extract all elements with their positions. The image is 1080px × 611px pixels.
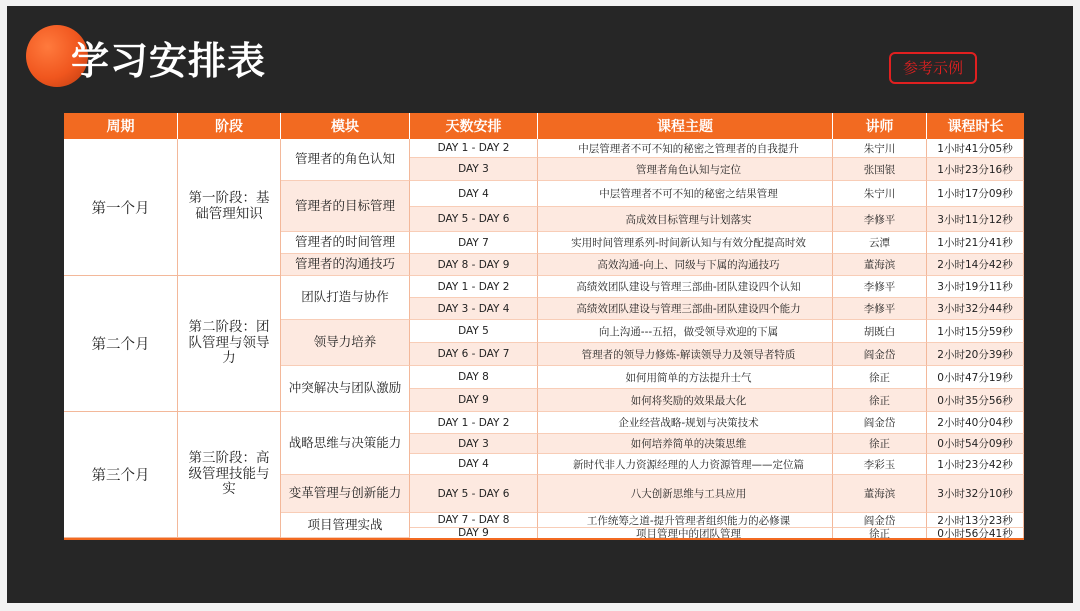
slide <box>7 6 1073 603</box>
duration-cell: 3小时11分12秒 <box>927 207 1024 232</box>
duration-cell: 1小时21分41秒 <box>927 232 1024 254</box>
duration-cell: 1小时15分59秒 <box>927 320 1024 343</box>
topic-cell: 中层管理者不可不知的秘密之管理者的自我提升 <box>538 139 833 158</box>
period-cell: 第一个月 <box>64 139 178 276</box>
module-cell: 变革管理与创新能力 <box>281 475 410 513</box>
duration-cell: 3小时32分10秒 <box>927 475 1024 513</box>
day-cell: DAY 1 - DAY 2 <box>410 139 538 158</box>
teacher-cell: 董海滨 <box>833 475 927 513</box>
teacher-cell: 胡既白 <box>833 320 927 343</box>
module-cell: 团队打造与协作 <box>281 276 410 320</box>
module-cell: 管理者的沟通技巧 <box>281 254 410 276</box>
header-period: 周期 <box>64 113 178 139</box>
teacher-cell: 李彩玉 <box>833 454 927 475</box>
topic-cell: 向上沟通---五招，做受领导欢迎的下属 <box>538 320 833 343</box>
module-cell: 冲突解决与团队激励 <box>281 366 410 412</box>
header-stage: 阶段 <box>178 113 281 139</box>
module-cell: 战略思维与决策能力 <box>281 412 410 475</box>
topic-cell: 管理者的领导力修炼-解读领导力及领导者特质 <box>538 343 833 366</box>
topic-cell: 高效沟通-向上、同级与下属的沟通技巧 <box>538 254 833 276</box>
stage-cell: 第一阶段：基础管理知识 <box>178 139 281 276</box>
duration-cell: 0小时56分41秒 <box>927 528 1024 539</box>
teacher-cell: 徐正 <box>833 389 927 412</box>
period-cell: 第二个月 <box>64 276 178 412</box>
module-cell: 管理者的时间管理 <box>281 232 410 254</box>
day-cell: DAY 5 - DAY 6 <box>410 207 538 232</box>
topic-cell: 如何用简单的方法提升士气 <box>538 366 833 389</box>
day-cell: DAY 7 - DAY 8 <box>410 513 538 528</box>
module-cell: 管理者的角色认知 <box>281 139 410 181</box>
schedule-table <box>64 113 1024 540</box>
module-cell: 管理者的目标管理 <box>281 181 410 232</box>
day-cell: DAY 4 <box>410 454 538 475</box>
table-bottom-rule <box>64 538 1024 540</box>
teacher-cell: 董海滨 <box>833 254 927 276</box>
teacher-cell: 徐正 <box>833 434 927 454</box>
teacher-cell: 徐正 <box>833 366 927 389</box>
teacher-cell: 朱宁川 <box>833 181 927 207</box>
day-cell: DAY 3 <box>410 158 538 181</box>
day-cell: DAY 1 - DAY 2 <box>410 412 538 434</box>
header-topic: 课程主题 <box>538 113 833 139</box>
period-cell: 第三个月 <box>64 412 178 538</box>
header-days: 天数安排 <box>410 113 538 139</box>
topic-cell: 工作统筹之道-提升管理者组织能力的必修课 <box>538 513 833 528</box>
teacher-cell: 云潭 <box>833 232 927 254</box>
day-cell: DAY 4 <box>410 181 538 207</box>
duration-cell: 0小时47分19秒 <box>927 366 1024 389</box>
duration-cell: 2小时20分39秒 <box>927 343 1024 366</box>
stage-cell: 第二阶段：团队管理与领导力 <box>178 276 281 412</box>
day-cell: DAY 5 <box>410 320 538 343</box>
topic-cell: 项目管理中的团队管理 <box>538 528 833 539</box>
header-duration: 课程时长 <box>927 113 1024 139</box>
day-cell: DAY 7 <box>410 232 538 254</box>
teacher-cell: 徐正 <box>833 528 927 539</box>
duration-cell: 1小时17分09秒 <box>927 181 1024 207</box>
module-cell: 项目管理实战 <box>281 513 410 538</box>
topic-cell: 管理者角色认知与定位 <box>538 158 833 181</box>
topic-cell: 企业经营战略-规划与决策技术 <box>538 412 833 434</box>
day-cell: DAY 8 <box>410 366 538 389</box>
duration-cell: 0小时35分56秒 <box>927 389 1024 412</box>
teacher-cell: 李修平 <box>833 298 927 320</box>
day-cell: DAY 6 - DAY 7 <box>410 343 538 366</box>
topic-cell: 如何培养简单的决策思维 <box>538 434 833 454</box>
duration-cell: 2小时14分42秒 <box>927 254 1024 276</box>
teacher-cell: 李修平 <box>833 276 927 298</box>
day-cell: DAY 9 <box>410 389 538 412</box>
duration-cell: 3小时19分11秒 <box>927 276 1024 298</box>
module-cell: 领导力培养 <box>281 320 410 366</box>
day-cell: DAY 1 - DAY 2 <box>410 276 538 298</box>
topic-cell: 如何将奖励的效果最大化 <box>538 389 833 412</box>
day-cell: DAY 9 <box>410 528 538 539</box>
duration-cell: 3小时32分44秒 <box>927 298 1024 320</box>
day-cell: DAY 3 <box>410 434 538 454</box>
teacher-cell: 阎金岱 <box>833 513 927 528</box>
topic-cell: 新时代非人力资源经理的人力资源管理——定位篇 <box>538 454 833 475</box>
header-module: 模块 <box>281 113 410 139</box>
duration-cell: 2小时13分23秒 <box>927 513 1024 528</box>
duration-cell: 1小时41分05秒 <box>927 139 1024 158</box>
day-cell: DAY 5 - DAY 6 <box>410 475 538 513</box>
topic-cell: 八大创新思维与工具应用 <box>538 475 833 513</box>
sample-button[interactable]: 参考示例 <box>889 52 977 84</box>
duration-cell: 2小时40分04秒 <box>927 412 1024 434</box>
topic-cell: 高成效目标管理与计划落实 <box>538 207 833 232</box>
teacher-cell: 阎金岱 <box>833 343 927 366</box>
day-cell: DAY 3 - DAY 4 <box>410 298 538 320</box>
teacher-cell: 阎金岱 <box>833 412 927 434</box>
header-teacher: 讲师 <box>833 113 927 139</box>
duration-cell: 0小时54分09秒 <box>927 434 1024 454</box>
teacher-cell: 朱宁川 <box>833 139 927 158</box>
topic-cell: 中层管理者不可不知的秘密之结果管理 <box>538 181 833 207</box>
page-title: 学习安排表 <box>71 39 267 83</box>
teacher-cell: 李修平 <box>833 207 927 232</box>
topic-cell: 高绩效团队建设与管理三部曲-团队建设四个认知 <box>538 276 833 298</box>
day-cell: DAY 8 - DAY 9 <box>410 254 538 276</box>
duration-cell: 1小时23分42秒 <box>927 454 1024 475</box>
duration-cell: 1小时23分16秒 <box>927 158 1024 181</box>
teacher-cell: 张国银 <box>833 158 927 181</box>
stage-cell: 第三阶段：高级管理技能与实 <box>178 412 281 538</box>
topic-cell: 高绩效团队建设与管理三部曲-团队建设四个能力 <box>538 298 833 320</box>
topic-cell: 实用时间管理系列-时间新认知与有效分配提高时效 <box>538 232 833 254</box>
